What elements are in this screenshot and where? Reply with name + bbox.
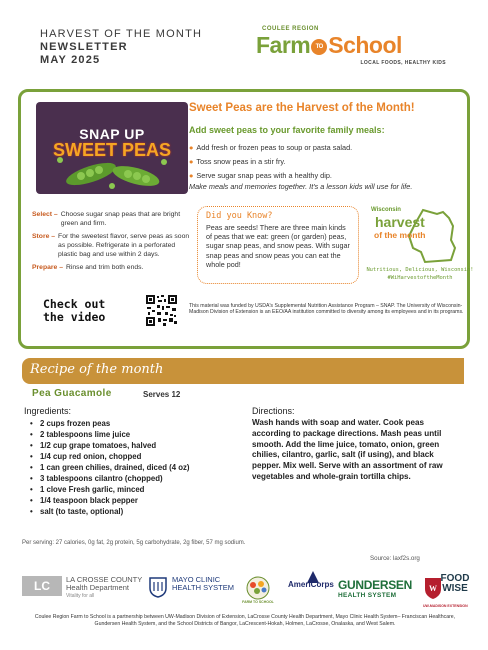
tip-store <box>32 232 194 259</box>
directions-heading: Directions: <box>252 406 295 416</box>
wi-harvest-sub: of the month <box>374 230 426 240</box>
wi-harvest-note-1: Nutritious, Delicious, Wisconsin! <box>366 267 474 273</box>
bullet-icon: • <box>30 452 33 461</box>
lc-tagline: Vitality for all <box>66 593 95 599</box>
list-item <box>30 473 190 484</box>
bullet-icon: • <box>30 441 33 450</box>
list-item <box>30 440 190 451</box>
header-line-3: MAY 2025 <box>40 54 101 66</box>
logo-tagline: LOCAL FOODS, HEALTHY KIDS <box>360 60 446 66</box>
image-text-sweet-peas: SWEET PEAS <box>52 140 172 160</box>
list-item <box>30 462 190 473</box>
bullet-icon: • <box>30 463 33 472</box>
bullet-icon: • <box>30 507 33 516</box>
header-line-2: NEWSLETTER <box>40 41 128 53</box>
meal-ideas-list <box>189 141 352 183</box>
harvest-feature-box <box>18 89 474 349</box>
list-item <box>30 451 190 462</box>
feature-closing-text: Make meals and memories together. It's a lesson kids will use for life. <box>189 182 413 191</box>
gundersen-system: HEALTH SYSTEM <box>338 592 397 599</box>
meal-idea-text: Serve sugar snap peas with a healthy dip. <box>196 171 332 180</box>
recipe-source: Source: laxf2s.org <box>370 555 420 562</box>
bullet-icon: • <box>30 496 33 505</box>
partnership-footer: Coulee Region Farm to School is a partnership between UW-Madison Division of Extension, LaCrosse County Health Department, Mayo Clinic Health System– Franciscan Healthcare, Gundersen Health System, and the School Districts of Bangor, LaCrescent-Hokah, Holmen, LaCrosse, Onalaska, and West Salem. <box>34 614 456 628</box>
ingredient-text: 1/4 cup red onion, chopped <box>40 452 142 461</box>
lc-logo-text <box>66 576 142 600</box>
farm-to-school-small-logo <box>238 576 278 606</box>
f2s-small-text: FARM TO SCHOOL <box>242 600 274 604</box>
tip-key: Select – <box>32 211 58 218</box>
americorps-logo <box>288 576 340 602</box>
mayo-shield-icon <box>148 576 168 598</box>
lc-logo-box: LC <box>22 576 62 596</box>
wi-harvest-notes <box>365 266 475 282</box>
ingredient-text: 1/2 cup grape tomatoes, halved <box>40 441 157 450</box>
foodwise-line-1: FOOD <box>440 573 470 584</box>
header-line-1: HARVEST OF THE MONTH <box>40 28 203 40</box>
uw-extension-text: UW-MADISON EXTENSION <box>423 604 468 608</box>
bullet-icon: • <box>30 430 33 439</box>
logo-school: School <box>328 32 402 58</box>
did-you-know-title: Did you Know? <box>206 211 273 221</box>
bullet-icon: ● <box>189 143 194 152</box>
recipe-name: Pea Guacamole <box>32 388 112 399</box>
wi-harvest-hashtag: #WiHarvestoftheMonth <box>387 275 453 281</box>
did-you-know-box <box>197 206 359 284</box>
mayo-system: HEALTH SYSTEM <box>172 583 234 592</box>
list-item <box>189 169 352 183</box>
funding-statement: This material was funded by USDA's Supplemental Nutrition Assistance Program – SNAP. The University of Wisconsin-Madison Division of Extension is an EEO/AA institution committed to diversity among its employees and in its programs. <box>189 303 464 316</box>
list-item <box>30 418 190 429</box>
did-you-know-text: Peas are seeds! There are three main kinds of peas that we eat: green (or garden) peas, sugar snap peas, and snow peas. With sugar snap peas and snow peas you can eat the whole pod! <box>206 223 350 269</box>
mayo-clinic-logo <box>148 576 233 600</box>
logo-wordmark <box>256 32 402 58</box>
americorps-text: AmeriCorps <box>288 580 334 589</box>
recipe-banner <box>22 358 464 384</box>
logo-to-badge: TO <box>311 39 327 55</box>
image-text-snap-up: SNAP UP <box>79 126 145 142</box>
mayo-logo-text <box>172 576 234 592</box>
list-item <box>30 484 190 495</box>
bullet-icon: • <box>30 485 33 494</box>
bullet-icon: ● <box>189 157 194 166</box>
ingredients-heading: Ingredients: <box>24 406 72 416</box>
video-qr-code-icon[interactable] <box>145 294 178 327</box>
gundersen-name: GUNDERSEN <box>338 578 412 592</box>
foodwise-line-2: WISE <box>442 583 468 594</box>
farm-to-school-logo <box>256 26 446 72</box>
recipe-banner-title: Recipe of the month <box>30 362 164 377</box>
wisconsin-harvest-logo <box>365 206 474 284</box>
logo-top-text: COULEE REGION <box>262 26 319 32</box>
feature-subtitle: Add sweet peas to your favorite family meals: <box>189 125 385 135</box>
check-out-video-text <box>43 298 105 324</box>
tip-key: Store – <box>32 233 56 240</box>
tip-prepare <box>32 263 194 272</box>
tip-key: Prepare – <box>32 264 63 271</box>
tip-value: Rinse and trim both ends. <box>65 264 144 271</box>
list-item <box>189 155 352 169</box>
video-line-1: Check out <box>43 297 106 311</box>
bullet-icon: • <box>30 474 33 483</box>
mayo-name: MAYO CLINIC <box>172 575 221 584</box>
ingredient-text: 3 tablespoons cilantro (chopped) <box>40 474 163 483</box>
ingredient-text: 2 cups frozen peas <box>40 419 111 428</box>
list-item <box>30 429 190 440</box>
svg-text:W: W <box>429 584 437 593</box>
list-item <box>30 506 190 517</box>
feature-title: Sweet Peas are the Harvest of the Month! <box>189 102 415 114</box>
tip-value: For the sweetest flavor, serve peas as soon as possible. Refrigerate in a perforated plastic bag and use within 2 days. <box>58 233 190 258</box>
farm-to-school-badge-icon <box>238 576 278 600</box>
nutrition-info: Per serving: 27 calories, 0g fat, 2g protein, 5g carbohydrate, 2g fiber, 57 mg sodium. <box>22 540 246 546</box>
ingredient-text: 1 clove Fresh garlic, minced <box>40 485 145 494</box>
ingredient-text: salt (to taste, optional) <box>40 507 124 516</box>
logo-farm: Farm <box>256 32 311 58</box>
lc-dept: Health Department <box>66 583 129 592</box>
meal-idea-text: Toss snow peas in a stir fry. <box>196 157 286 166</box>
bullet-icon: • <box>30 419 33 428</box>
la-crosse-county-logo <box>22 576 142 600</box>
wi-harvest-main: harvest <box>375 214 425 230</box>
gundersen-logo <box>338 578 422 599</box>
meal-idea-text: Add fresh or frozen peas to soup or pasta salad. <box>196 143 353 152</box>
bullet-icon: ● <box>189 171 194 180</box>
ingredient-text: 1 can green chilies, drained, diced (4 oz) <box>40 463 190 472</box>
list-item <box>189 141 352 155</box>
wi-harvest-top: Wisconsin <box>371 207 401 213</box>
tip-value: Choose sugar snap peas that are bright green and firm. <box>60 211 181 227</box>
select-store-prepare-tips <box>32 210 194 276</box>
foodwise-logo <box>440 574 470 594</box>
directions-text: Wash hands with soap and water. Cook peas according to package directions. Mash peas until smooth. Add the lime juice, tomato, onion, green chilies, cilantro, garlic, salt (if using), and black pepper. Mix well. Serve with an assortment of raw vegetables and whole-grain tortilla chips. <box>252 418 443 481</box>
video-line-2: the video <box>43 310 106 324</box>
tip-select <box>32 210 194 228</box>
ingredient-text: 2 tablespoons lime juice <box>40 430 131 439</box>
ingredient-text: 1/4 teaspoon black pepper <box>40 496 138 505</box>
recipe-servings: Serves 12 <box>143 390 181 399</box>
ingredients-list <box>30 418 190 517</box>
lc-name: LA CROSSE COUNTY <box>66 575 143 584</box>
newsletter-header <box>40 28 240 67</box>
list-item <box>30 495 190 506</box>
snap-up-sweet-peas-image <box>36 102 188 194</box>
